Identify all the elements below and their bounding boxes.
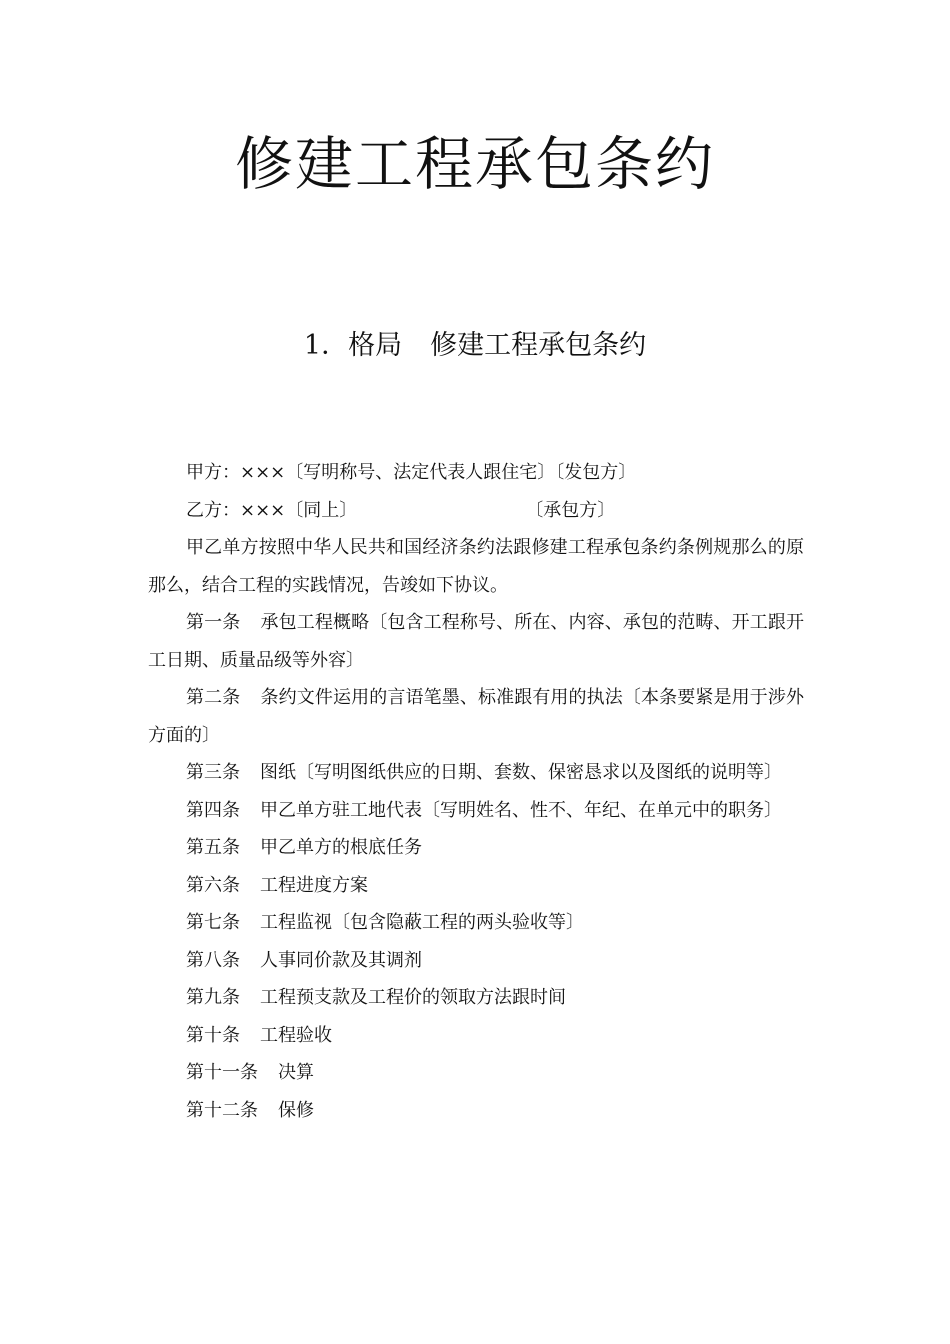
article-number: 第十一条: [186, 1062, 258, 1083]
article-item: [148, 792, 804, 830]
article-number: 第七条: [186, 912, 240, 933]
article-item: [148, 1017, 804, 1055]
article-item: [148, 604, 804, 679]
preamble-paragraph: 甲乙单方按照中华人民共和国经济条约法跟修建工程承包条约条例规那么的原那么，结合工程的实践情况，告竣如下协议。: [148, 537, 804, 596]
party-b-value: ×××〔同上〕: [240, 499, 358, 521]
article-item: [148, 979, 804, 1017]
article-text: 工程预支款及工程价的领取方法跟时间: [260, 987, 566, 1008]
section-label: 格局: [348, 330, 403, 361]
article-text: 工程验收: [260, 1024, 332, 1046]
articles-list: [148, 604, 804, 1129]
document-body: [148, 454, 804, 1129]
article-item: [148, 867, 804, 905]
article-number: 第三条: [186, 762, 240, 783]
article-number: 第八条: [186, 949, 240, 971]
party-b-line: [148, 492, 804, 530]
article-text: 图纸〔写明图纸供应的日期、套数、保密恳求以及图纸的说明等〕: [260, 762, 782, 783]
article-text: 条约文件运用的言语笔墨、标准跟有用的执法〔本条要紧是用于涉外方面的〕: [148, 687, 805, 746]
article-text: 决算: [278, 1062, 314, 1083]
article-item: [148, 1054, 804, 1092]
article-text: 人事同价款及其调剂: [260, 949, 422, 971]
section-heading: [0, 328, 950, 364]
party-a-label: 甲方：: [186, 462, 240, 483]
article-item: [148, 904, 804, 942]
article-item: [148, 679, 804, 754]
article-number: 第十条: [186, 1024, 240, 1046]
article-text: 承包工程概略〔包含工程称号、所在、内容、承包的范畴、开工跟开工日期、质量品级等外容〕: [148, 612, 805, 671]
party-a-value: ×××〔写明称号、法定代表人跟住宅〕〔发包方〕: [240, 462, 637, 483]
article-text: 保修: [278, 1099, 314, 1121]
document-title: 修建工程承包条约: [234, 130, 715, 198]
party-b-role: 〔承包方〕: [525, 499, 616, 521]
article-item: [148, 1092, 804, 1130]
article-text: 工程监视〔包含隐蔽工程的两头验收等〕: [260, 912, 584, 933]
article-number: 第十二条: [186, 1099, 258, 1121]
party-b-label: 乙方：: [186, 499, 240, 521]
article-text: 工程进度方案: [260, 874, 368, 896]
article-item: [148, 942, 804, 980]
section-number: 1．: [303, 330, 349, 361]
article-number: 第五条: [186, 837, 240, 858]
party-a-line: [148, 454, 804, 492]
article-item: [148, 829, 804, 867]
article-number: 第六条: [186, 874, 240, 896]
article-item: [148, 754, 804, 792]
article-number: 第二条: [186, 687, 241, 708]
article-text: 甲乙单方的根底任务: [260, 837, 422, 858]
article-number: 第一条: [186, 612, 241, 633]
article-number: 第四条: [186, 799, 240, 821]
section-name: 修建工程承包条约: [430, 330, 647, 361]
article-number: 第九条: [186, 987, 240, 1008]
article-text: 甲乙单方驻工地代表〔写明姓名、性不、年纪、在单元中的职务〕: [260, 799, 782, 821]
